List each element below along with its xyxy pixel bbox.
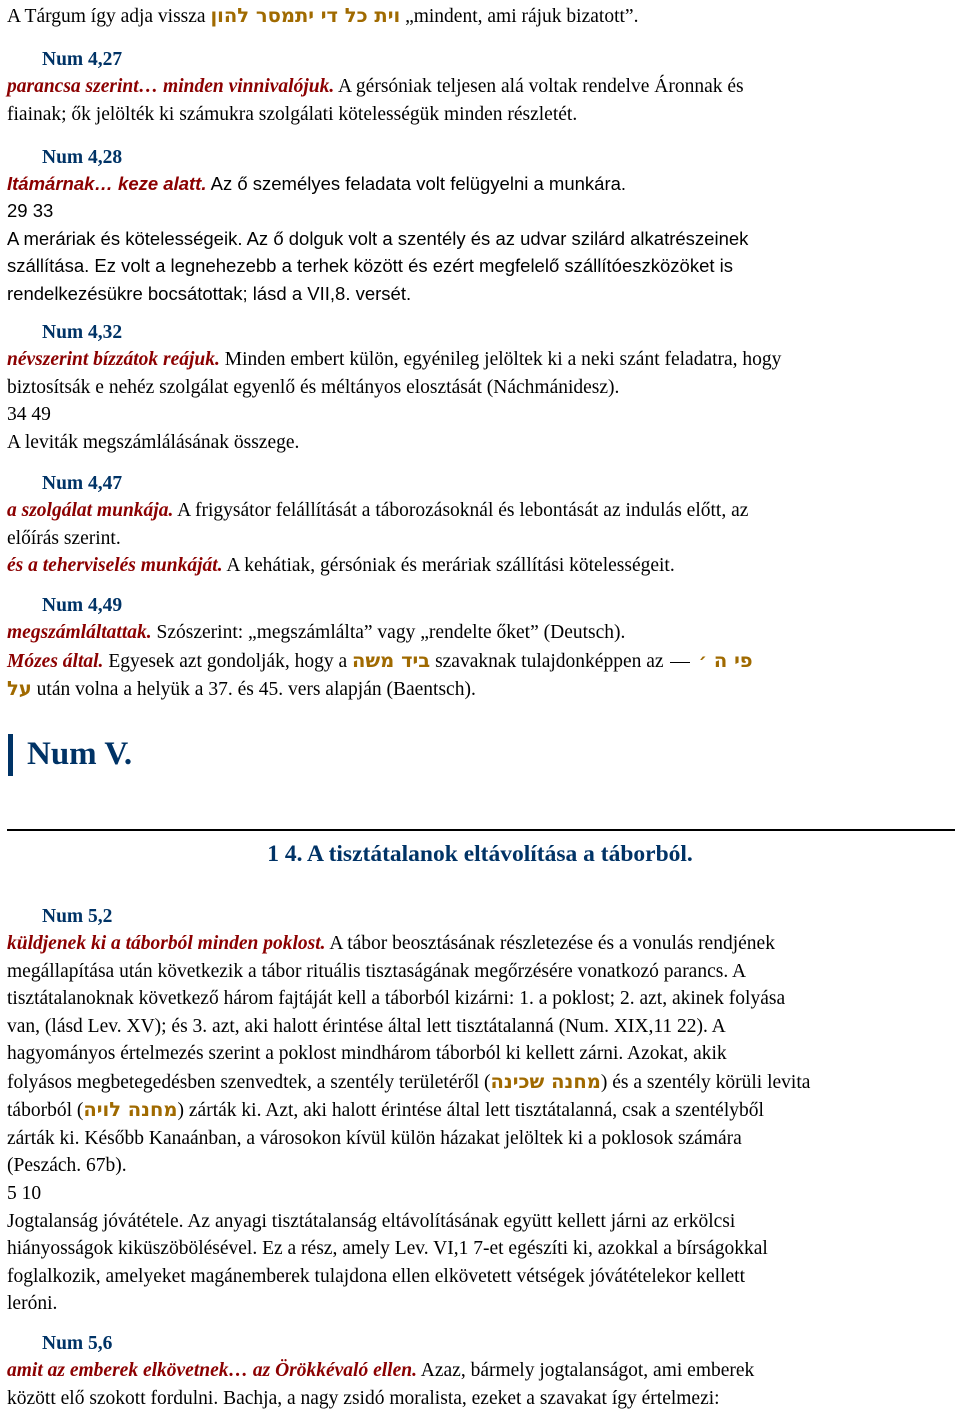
text: hagyományos értelmezés szerint a poklost mindhárom táborból ki kellett zárni. Azokat, akik: [7, 1043, 727, 1064]
hebrew-text: מחנה שכינה: [490, 1069, 601, 1093]
hebrew-text: על: [7, 677, 32, 700]
text: Szószerint: „megszámlálta” vagy „rendelte őket” (Deutsch).: [151, 622, 626, 643]
section-heading: A leviták megszámlálásának összege.: [7, 431, 300, 453]
commentary-paragraph: [7, 619, 942, 704]
lemma: a szolgálat munkája.: [7, 500, 174, 521]
hebrew-text: מחנה לויה: [83, 1098, 178, 1121]
text: szavaknak tulajdonképpen az: [430, 650, 669, 672]
lemma: megszámláltattak.: [7, 622, 152, 643]
text: A Tárgum így adja vissza: [7, 6, 211, 27]
section-block: [7, 197, 942, 307]
verse-reference: Num 5,2: [42, 906, 113, 927]
text: (Peszách. 67b).: [7, 1155, 127, 1176]
lemma: amit az emberek elkövetnek… az Örökkévaló ellen.: [7, 1360, 417, 1381]
text: leróni.: [7, 1293, 58, 1314]
text: Egyesek azt gondolják, hogy a: [103, 650, 352, 672]
text: Minden embert külön, egyénileg jelöltek ki a neki szánt feladatra, hogy: [219, 349, 782, 370]
commentary-paragraph: [7, 170, 942, 198]
hebrew-text: ביד משה: [352, 648, 431, 672]
text: táborból (: [7, 1100, 84, 1121]
text: zárták ki. Később Kanaánban, a városokon kívül külön házakat jelöltek ki a poklosok számára: [7, 1127, 742, 1149]
text: Az ő dolguk volt a szentély és az udvar szilárd alkatrészeinek: [242, 227, 749, 249]
text: rendelkezésükre bocsátottak; lásd a VII,8. versét.: [7, 282, 412, 304]
text: előírás szerint.: [7, 527, 121, 549]
horizontal-rule: [7, 829, 955, 831]
commentary-paragraph: [7, 497, 942, 580]
verse-range: 5 10: [7, 1183, 42, 1204]
text: tisztátalanoknak következő három fajtáját kell a táborból kizárni: 1. a poklost; 2. azt, akinek folyása: [7, 988, 786, 1009]
lemma: Itámárnak… keze alatt.: [7, 173, 207, 194]
hebrew-text: וית כל די יתמסר להון: [210, 4, 401, 27]
lemma: névszerint bízzátok reájuk.: [7, 349, 220, 370]
section-block: [7, 1180, 942, 1318]
hebrew-text: פי ה ׳: [698, 648, 753, 672]
section-title: 1 4. A tisztátalanok eltávolítása a táborból.: [267, 841, 693, 867]
lemma: Mózes által.: [7, 650, 104, 672]
intro-paragraph: [7, 2, 942, 31]
lemma: és a teherviselés munkáját.: [7, 555, 223, 576]
text: hiányosságok kiküszöbölésével. Ez a rész, amely Lev. VI,1 7-et egészíti ki, azokkal a bírságokkal: [7, 1238, 768, 1259]
text: A kehátiak, gérsóniak és meráriak szállítási kötelességeit.: [222, 555, 675, 576]
text: A tábor beosztásának részletezése és a vonulás rendjének: [325, 933, 775, 954]
chapter-heading: Num V.: [8, 734, 132, 776]
verse-reference: Num 4,49: [42, 595, 123, 616]
verse-reference: Num 4,28: [42, 147, 123, 168]
text: ) és a szentély körüli levita: [600, 1071, 811, 1093]
text: Azaz, bármely jogtalanságot, ami emberek: [416, 1360, 755, 1381]
text: szállítása.: [7, 255, 90, 276]
verse-reference: Num 4,27: [42, 49, 123, 70]
dash: [670, 662, 690, 663]
section-heading: Jogtalanság jóvátétele.: [7, 1210, 184, 1232]
commentary-paragraph: [7, 73, 942, 128]
text: biztosítsák e nehéz szolgálat egyenlő és méltányos elosztását (Náchmánidesz).: [7, 376, 620, 398]
verse-range: 34 49: [7, 404, 51, 425]
text: „mindent, ami rájuk bizatott”.: [400, 6, 639, 27]
commentary-paragraph: [7, 1357, 942, 1412]
text: foglalkozik, amelyeket magánemberek tulajdona ellen elkövetett vétségek jóvátételekor kellett: [7, 1265, 745, 1287]
lemma: küldjenek ki a táborból minden poklost.: [7, 933, 326, 954]
text: ) zárták ki. Azt, aki halott érintése által lett tisztátalanná, csak a szentélyből: [177, 1100, 764, 1121]
verse-range: 29 33: [7, 200, 54, 221]
text: A frigysátor felállítását a táborozásoknál és lebontását az indulás előtt, az: [173, 500, 749, 521]
text: A gérsóniak teljesen alá voltak rendelve Áronnak és: [334, 76, 744, 97]
lemma: parancsa szerint… minden vinnivalójuk.: [7, 76, 335, 97]
commentary-paragraph: [7, 930, 942, 1180]
section-block: [7, 401, 942, 456]
verse-reference: Num 5,6: [42, 1333, 113, 1354]
text: után volna a helyük a 37. és 45. vers alapján (Baentsch).: [31, 679, 476, 700]
commentary-paragraph: [7, 346, 942, 401]
text: fiainak; ők jelölték ki számukra szolgálati kötelességük minden részletét.: [7, 103, 578, 125]
section-heading: A meráriak és kötelességeik.: [7, 227, 243, 249]
verse-reference: Num 4,32: [42, 322, 123, 343]
text: van, (lásd Lev. XV); és 3. azt, aki halott érintése által lett tisztátalanná (Num. XIX,11 22). A: [7, 1015, 726, 1037]
text: Az anyagi tisztátalanság eltávolításának együtt kellett járni az erkölcsi: [183, 1210, 736, 1232]
verse-reference: Num 4,47: [42, 473, 123, 494]
text: Ez volt a legnehezebb a terhek között és ezért megfelelő szállítóeszközöket is: [89, 255, 733, 276]
text: megállapítása után következik a tábor rituális tisztaságának megőrzésére vonatkozó parancs. A: [7, 960, 747, 982]
text: folyásos megbetegedésben szenvedtek, a szentély területéről (: [7, 1071, 491, 1093]
text: Az ő személyes feladata volt felügyelni a munkára.: [206, 173, 627, 194]
text: között elő szokott fordulni. Bachja, a nagy zsidó moralista, ezeket a szavakat így értelmezi:: [7, 1387, 720, 1409]
